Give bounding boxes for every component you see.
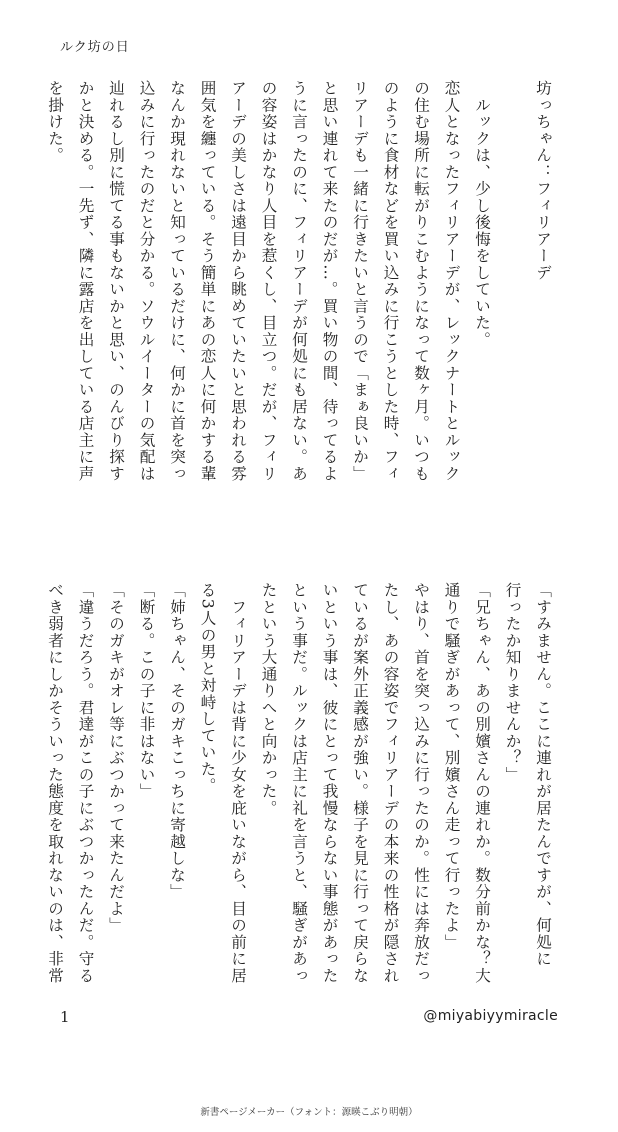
author-handle: @miyabiyymiracle [423,1008,558,1024]
page-number: 1 [60,1008,70,1026]
credit-line: 新書ページメーカー（フォント：源暎こぶり明朝） [200,1107,418,1118]
body-text-upper: 坊っちゃん：フィリアーデ ルックは、少し後悔をしていた。 恋人となったフィリアーデが、レックナートとルック の住む場所に転がりこむようになって数ヶ月。いつも のように食材などを買い込みに行こうとした時、フィ リアーデも一緒に行きたいと言うので「まぁ良いか」 と思い連れて来たのだが…。買い物の間、待ってるよ うに言ったのに、フィリアーデが何処にも居ない。あ の容姿はかなり人目を惹くし、目立つ。だが、フィリ アーデの美しさは遠目から眺めていたいと思われる雰 囲気を纏っている。そう簡単にあの恋人に何かする輩 なんか現れないと知っているだけに、何かに首を突っ 込みに行ったのだと分かる。ソウルイーターの気配は 辿れるし別に慌てる事もないかと思い、のんびり探す かと決める。一先ず、隣に露店を出している店主に声 を掛けた。 [46,80,552,482]
body-text-lower: 「すみません。ここに連れが居たんですが、何処に 行ったか知りませんか？」 「兄ちゃん、あの別嬪さんの連れか。数分前かな？大 通りで騒ぎがあって、別嬪さん走って行ったよ」 やはり、首を突っ込みに行ったのか。性には奔放だっ たし、あの容姿でフィリアーデの本来の性格が隠され ているが案外正義感が強い。様子を見に行って戻らな いという事は、彼にとって我慢ならない事態があった という事だ。ルックは店主に礼を言うと、騒ぎがあっ たという大通りへと向かった。 フィリアーデは背に少女を庇いながら、目の前に居 る3人の男と対峙していた。 「姉ちゃん、そのガキこっちに寄越しな」 「断る。この子に非はない」 「そのガキがオレ等にぶつかって来たんだよ」 「違うだろう。君達がこの子にぶつかったんだ。守る べき弱者にしかそういった態度を取れないのは、非常 [46,582,552,984]
running-title: ルク坊の日 [60,40,130,55]
